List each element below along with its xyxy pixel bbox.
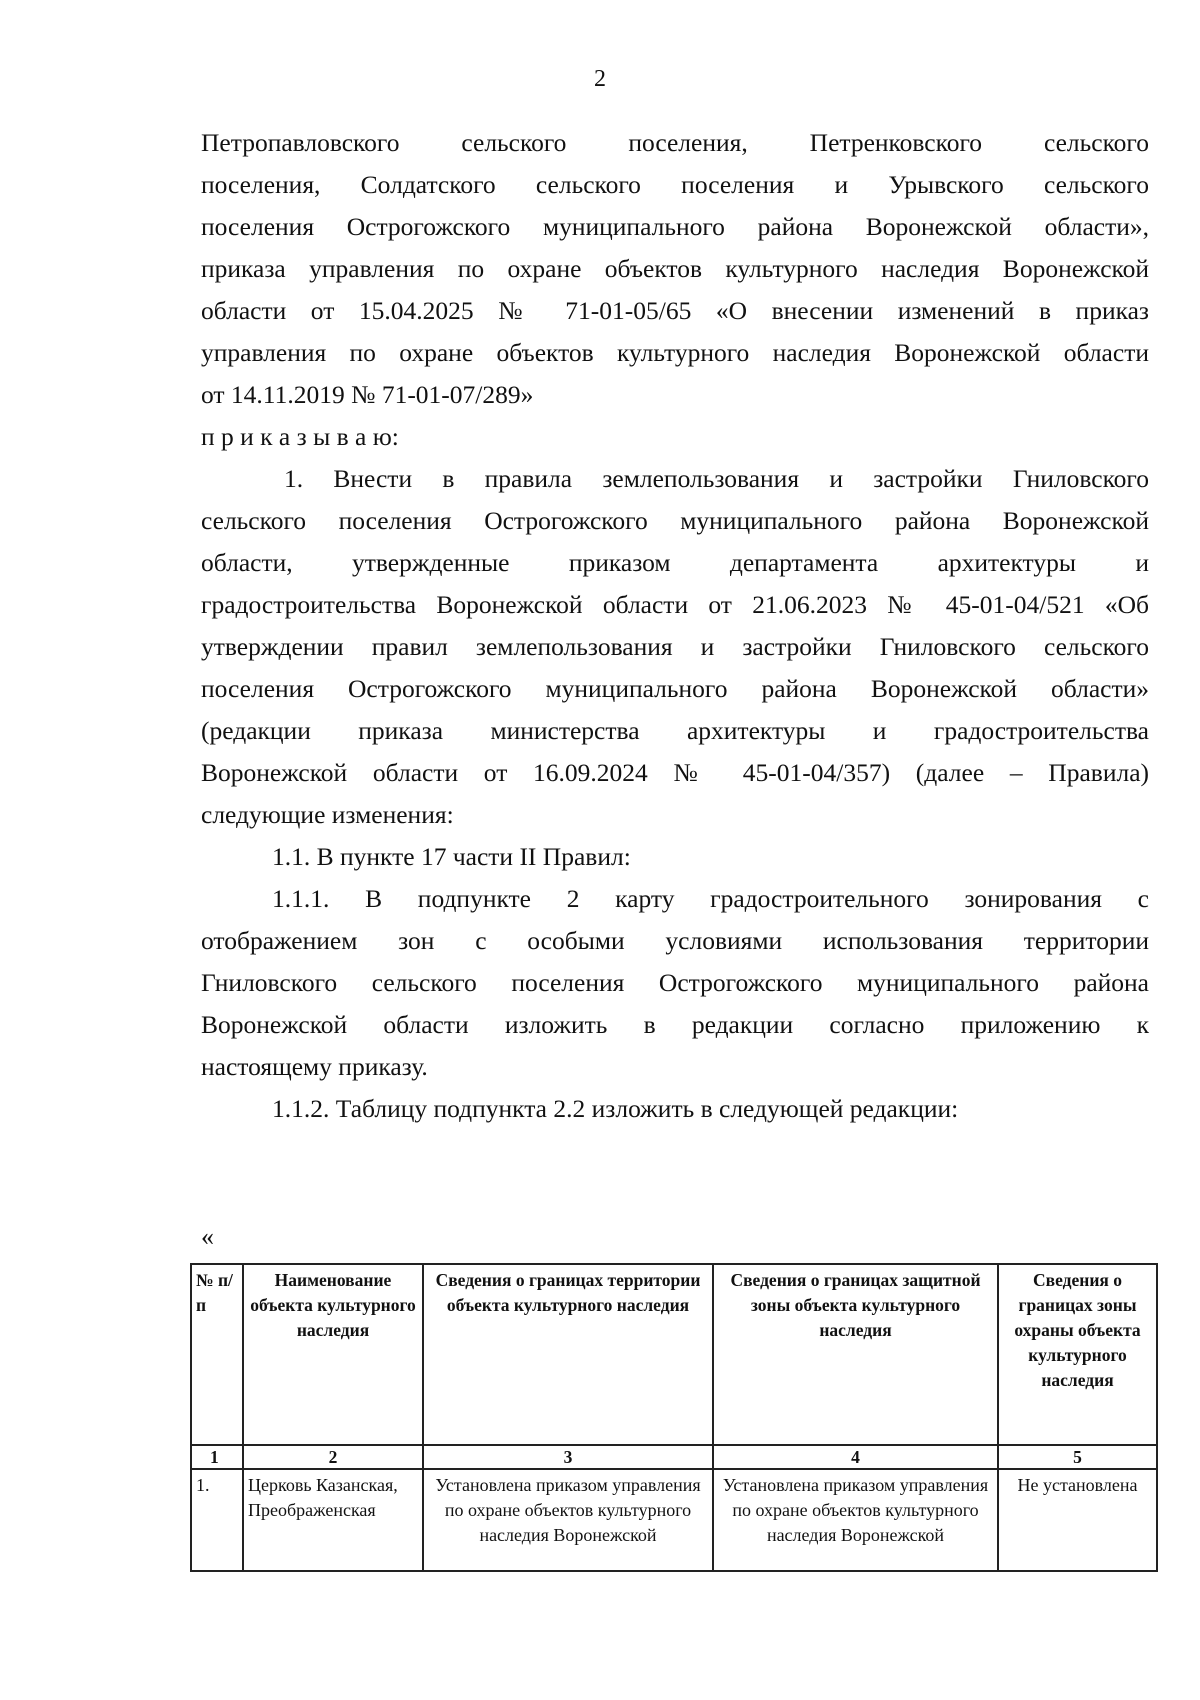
text-line: 1.1.2. Таблицу подпункта 2.2 изложить в следующей редакции: [272, 1094, 959, 1123]
heritage-objects-table [190, 1263, 1158, 1572]
column-number: 1 [191, 1445, 243, 1469]
text-line: поселения Острогожского муниципального района Воронежской области», [201, 212, 1149, 241]
text-line: поселения Острогожского муниципального района Воронежской области» [201, 674, 1149, 703]
text-line: сельского поселения Острогожского муниципального района Воронежской [201, 506, 1149, 535]
text-line: 1.1. В пункте 17 части II Правил: [272, 842, 631, 871]
text-line: градостроительства Воронежской области от 21.06.2023 № 45-01-04/521 «Об [201, 590, 1149, 619]
text-line: отображением зон с особыми условиями использования территории [201, 926, 1149, 955]
text-line: Гниловского сельского поселения Острогожского муниципального района [201, 968, 1149, 997]
header-protection-zone-bounds: Сведения о границах зоны охраны объекта культурного наследия [998, 1264, 1157, 1445]
column-number: 3 [423, 1445, 713, 1469]
header-object-name: Наименование объекта культурного наследия [243, 1264, 423, 1445]
text-line: области от 15.04.2025 № 71-01-05/65 «О внесении изменений в приказ [201, 296, 1149, 325]
text-line: Воронежской области от 16.09.2024 № 45-01-04/357) (далее – Правила) [201, 758, 1149, 787]
text-line: утверждении правил землепользования и застройки Гниловского сельского [201, 632, 1149, 661]
text-line: (редакции приказа министерства архитектуры и градостроительства [201, 716, 1149, 745]
text-line: Воронежской области изложить в редакции согласно приложению к [201, 1010, 1149, 1039]
page-number: 2 [594, 66, 606, 92]
header-territory-bounds: Сведения о границах территории объекта культурного наследия [423, 1264, 713, 1445]
opening-quote: « [201, 1222, 214, 1251]
text-line: управления по охране объектов культурного наследия Воронежской области [201, 338, 1149, 367]
column-number: 4 [713, 1445, 998, 1469]
territory-cell [423, 1469, 713, 1571]
text-line: 1.1.1. В подпункте 2 карту градостроительного зонирования с [272, 884, 1149, 913]
column-number-row [191, 1445, 1157, 1469]
territory-text: Установлена приказом управления по охране объектов культурного наследия Воронежской [435, 1475, 701, 1545]
column-number: 5 [998, 1445, 1157, 1469]
table-header-row [191, 1264, 1157, 1445]
protective-zone-cell [713, 1469, 998, 1571]
protection-zone-cell: Не установлена [998, 1469, 1157, 1571]
object-name-cell: Церковь Казанская, Преображенская [243, 1469, 423, 1571]
text-line: 1. Внести в правила землепользования и застройки Гниловского [284, 464, 1149, 493]
text-line: Петропавловского сельского поселения, Петренковского сельского [201, 128, 1149, 157]
text-line: настоящему приказу. [201, 1052, 428, 1081]
text-line: от 14.11.2019 № 71-01-07/289» [201, 380, 534, 409]
text-line: поселения, Солдатского сельского поселения и Урывского сельского [201, 170, 1149, 199]
text-line: следующие изменения: [201, 800, 454, 829]
protective-zone-text: Установлена приказом управления по охране объектов культурного наследия Воронежской [722, 1475, 989, 1545]
header-number: № п/п [191, 1264, 243, 1445]
text-line: области, утвержденные приказом департамента архитектуры и [201, 548, 1149, 577]
row-number: 1. [191, 1469, 243, 1571]
text-line: приказа управления по охране объектов культурного наследия Воронежской [201, 254, 1149, 283]
table-row [191, 1469, 1157, 1571]
text-line-prikazyvayu: п р и к а з ы в а ю: [201, 422, 399, 451]
header-protective-zone-bounds: Сведения о границах защитной зоны объекта культурного наследия [713, 1264, 998, 1445]
column-number: 2 [243, 1445, 423, 1469]
